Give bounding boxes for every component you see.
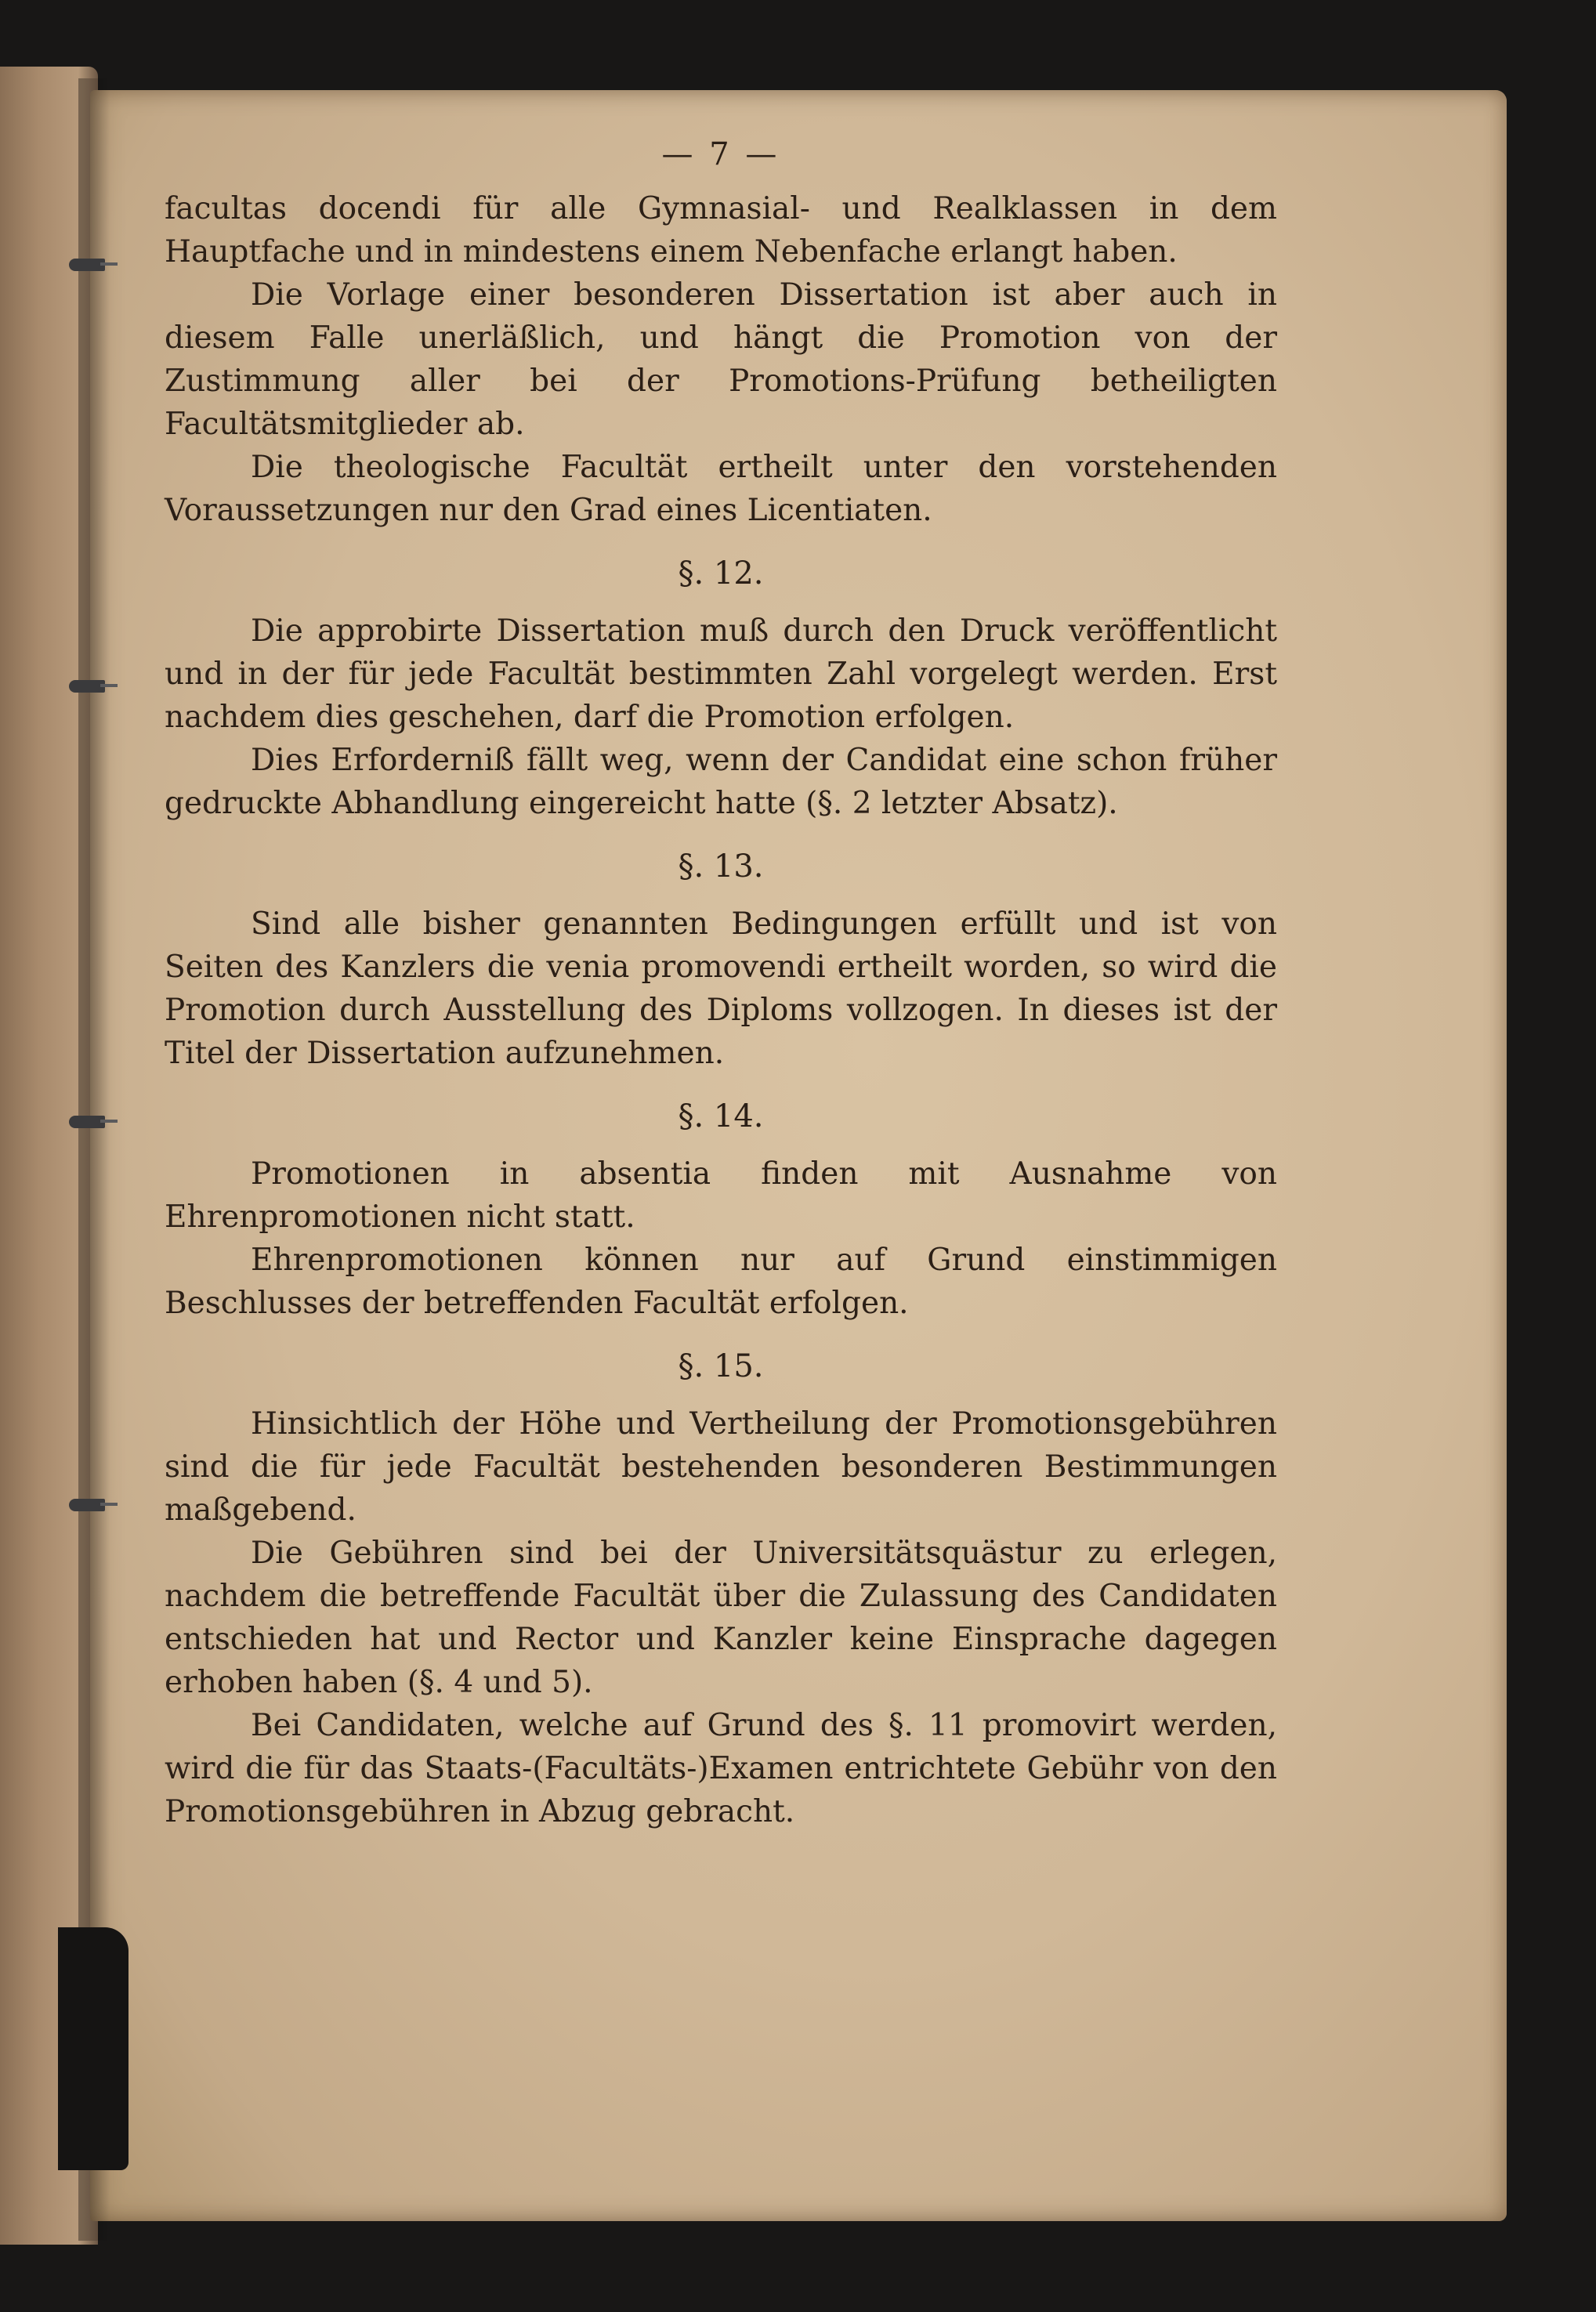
paragraph: Die Gebühren sind bei der Universitätsquästur zu erlegen, nachdem die betreffende Facultät über die Zulassung des Candidaten entschieden hat und Rector und Kanzler keine Einsprache dagegen erhoben haben (§. 4 und 5). bbox=[165, 1536, 1277, 1700]
binding-pin-icon bbox=[69, 1116, 105, 1128]
page-number: — 7 — bbox=[661, 136, 780, 172]
paragraph: Die theologische Facultät ertheilt unter den vorstehenden Voraussetzungen nur den Grad eines Licentiaten. bbox=[165, 450, 1277, 528]
binding-pin-icon bbox=[69, 259, 105, 271]
paragraph: Promotionen in absentia finden mit Ausnahme von Ehrenpromotionen nicht statt. bbox=[165, 1156, 1277, 1235]
paragraph: Hinsichtlich der Höhe und Vertheilung der Promotionsgebühren sind die für jede Facultät bestehenden besonderen Bestimmungen maßgebend. bbox=[165, 1406, 1277, 1528]
binding-pin-icon bbox=[69, 1499, 105, 1511]
section-heading: §. 15. bbox=[678, 1348, 764, 1384]
gutter-shadow bbox=[78, 78, 110, 2241]
paragraph: Die approbirte Dissertation muß durch den Druck veröffentlicht und in der für jede Facultät bestimmten Zahl vorgelegt werden. Erst nachdem dies geschehen, darf die Promotion erfolgen. bbox=[165, 613, 1277, 735]
section-heading: §. 13. bbox=[678, 848, 764, 885]
section-heading: §. 14. bbox=[678, 1098, 764, 1134]
paragraph: Dies Erforderniß fällt weg, wenn der Candidat eine schon früher gedruckte Abhandlung eingereicht hatte (§. 2 letzter Absatz). bbox=[165, 743, 1277, 821]
paragraph: Die Vorlage einer besonderen Dissertation ist aber auch in diesem Falle unerläßlich, und hängt die Promotion von der Zustimmung aller bei der Promotions-Prüfung betheiligten Facultätsmitglieder ab. bbox=[165, 277, 1277, 442]
page-text bbox=[165, 133, 1277, 1833]
section-heading: §. 12. bbox=[678, 555, 764, 592]
torn-page-edge bbox=[58, 1927, 128, 2170]
binding-pin-icon bbox=[69, 680, 105, 693]
paragraph: Sind alle bisher genannten Bedingungen erfüllt und ist von Seiten des Kanzlers die venia promovendi ertheilt worden, so wird die Promotion durch Ausstellung des Diploms vollzogen. In dieses ist der Titel der Dissertation aufzunehmen. bbox=[165, 906, 1277, 1071]
paragraph: Bei Candidaten, welche auf Grund des §. 11 promovirt werden, wird die für das Staats-(Facultäts-)Examen entrichtete Gebühr von den Promotionsgebühren in Abzug gebracht. bbox=[165, 1708, 1277, 1829]
paragraph: Ehrenpromotionen können nur auf Grund einstimmigen Beschlusses der betreffenden Facultät erfolgen. bbox=[165, 1243, 1277, 1321]
paragraph: facultas docendi für alle Gymnasial- und Realklassen in dem Hauptfache und in mindestens einem Nebenfache erlangt haben. bbox=[165, 191, 1277, 270]
